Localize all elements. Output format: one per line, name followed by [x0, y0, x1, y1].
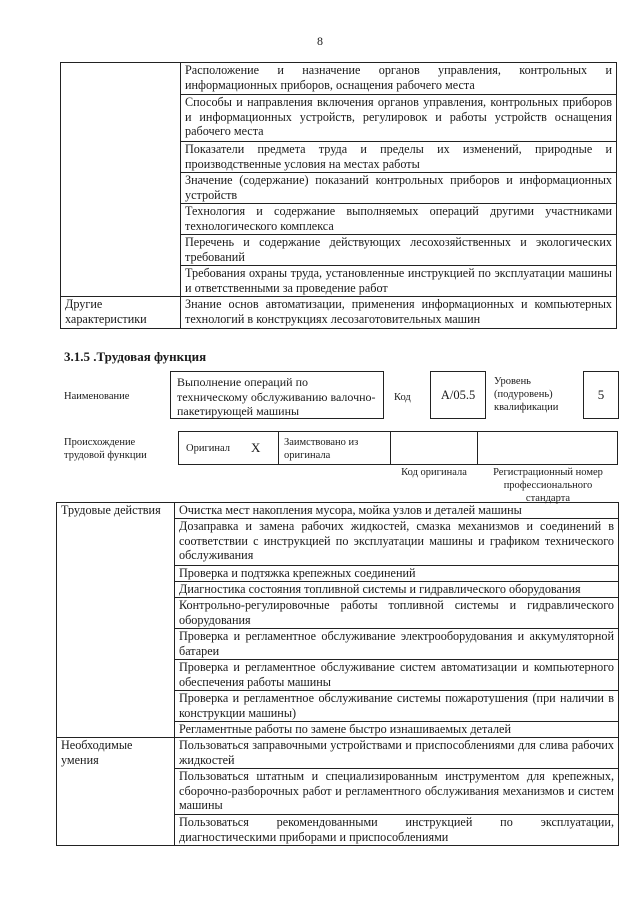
code-label: Код	[394, 392, 411, 403]
table-text-cell: Проверка и регламентное обслуживание системы пожаротушения (при наличии в конструкции машины)	[175, 691, 619, 722]
knowledge-table	[60, 62, 617, 329]
table-text-cell: Знание основ автоматизации, применения информационных и компьютерных технологий в конструкциях лесозаготовительных машин	[181, 297, 617, 329]
table-text-cell: Дозаправка и замена рабочих жидкостей, смазка механизмов и соединений в соответствии с инструкцией по эксплуатации машины и графиком технического обслуживания	[175, 519, 619, 566]
table-label-cell	[61, 63, 181, 297]
name-label: Наименование	[64, 391, 130, 402]
table-row	[57, 503, 619, 519]
table-text-cell: Показатели предмета труда и пределы их изменений, природные и производственные условия на местах работы	[181, 142, 617, 173]
table-text-cell: Перечень и содержание действующих лесохозяйственных и экологических требований	[181, 235, 617, 266]
section-heading: 3.1.5 .Трудовая функция	[64, 349, 207, 364]
table-text-cell: Пользоваться заправочными устройствами и приспособлениями для слива рабочих жидкостей	[175, 738, 619, 769]
function-name-box	[170, 371, 384, 419]
table-text-cell: Очистка мест накопления мусора, мойка узлов и деталей машины	[175, 503, 619, 519]
table-label-cell: Необходимые умения	[57, 738, 175, 846]
table-text-cell: Регламентные работы по замене быстро изнашиваемых деталей	[175, 722, 619, 738]
table-label-cell: Другие характеристики	[61, 297, 181, 329]
reg-number-caption: Регистрационный номер профессионального стандарта	[493, 467, 603, 504]
table-text-cell: Пользоваться рекомендованными инструкцией по эксплуатации, диагностическими приборами и приспособлениями	[175, 815, 619, 846]
table-label-cell: Трудовые действия	[57, 503, 175, 738]
function-name-value: Выполнение операций по техническому обслуживанию валочно-пакетирующей машины	[177, 375, 376, 418]
level-label: Уровень (подуровень) квалификации	[494, 376, 559, 413]
labor-actions-table	[56, 502, 619, 846]
table-text-cell: Проверка и регламентное обслуживание электрооборудования и аккумуляторной батареи	[175, 629, 619, 660]
table-text-cell: Значение (содержание) показаний контрольных приборов и информационных устройств	[181, 173, 617, 204]
table-row	[61, 297, 617, 329]
table-text-cell: Проверка и подтяжка крепежных соединений	[175, 566, 619, 582]
code-value: А/05.5	[440, 387, 476, 402]
table-text-cell: Расположение и назначение органов управления, контрольных и информационных приборов, оснащения рабочего места	[181, 63, 617, 95]
table-text-cell: Пользоваться штатным и специализированным инструментом для крепежных, сборочно-разборочных работ и регламентного обслуживания механизмов и систем машины	[175, 769, 619, 815]
table-text-cell: Технология и содержание выполняемых операций другими участниками технологического комплекса	[181, 204, 617, 235]
table-text-cell: Контрольно-регулировочные работы топливной системы и гидравлического оборудования	[175, 598, 619, 629]
origin-label: Происхождение трудовой функции	[64, 437, 147, 461]
origin-row	[178, 431, 618, 465]
origin-divider	[390, 431, 391, 465]
level-box	[583, 371, 619, 419]
borrowed-label: Заимствовано из оригинала	[284, 437, 359, 461]
original-mark: X	[251, 440, 261, 455]
origin-divider	[477, 431, 478, 465]
level-value: 5	[597, 387, 605, 402]
table-text-cell: Способы и направления включения органов управления, контрольных приборов и информационных устройств, регулировок и работы устройств оснащения рабочего места	[181, 95, 617, 142]
page-number: 8	[317, 34, 323, 48]
original-label: Оригинал	[186, 443, 230, 454]
table-text-cell: Диагностика состояния топливной системы и гидравлического оборудования	[175, 582, 619, 598]
table-text-cell: Проверка и регламентное обслуживание систем автоматизации и компьютерного обеспечения работы машины	[175, 660, 619, 691]
table-row	[57, 738, 619, 769]
table-row	[61, 63, 617, 95]
table-text-cell: Требования охраны труда, установленные инструкцией по эксплуатации машины и ответственными за проведение работ	[181, 266, 617, 297]
code-original-caption: Код оригинала	[401, 467, 467, 478]
origin-divider	[278, 431, 279, 465]
code-box	[430, 371, 486, 419]
